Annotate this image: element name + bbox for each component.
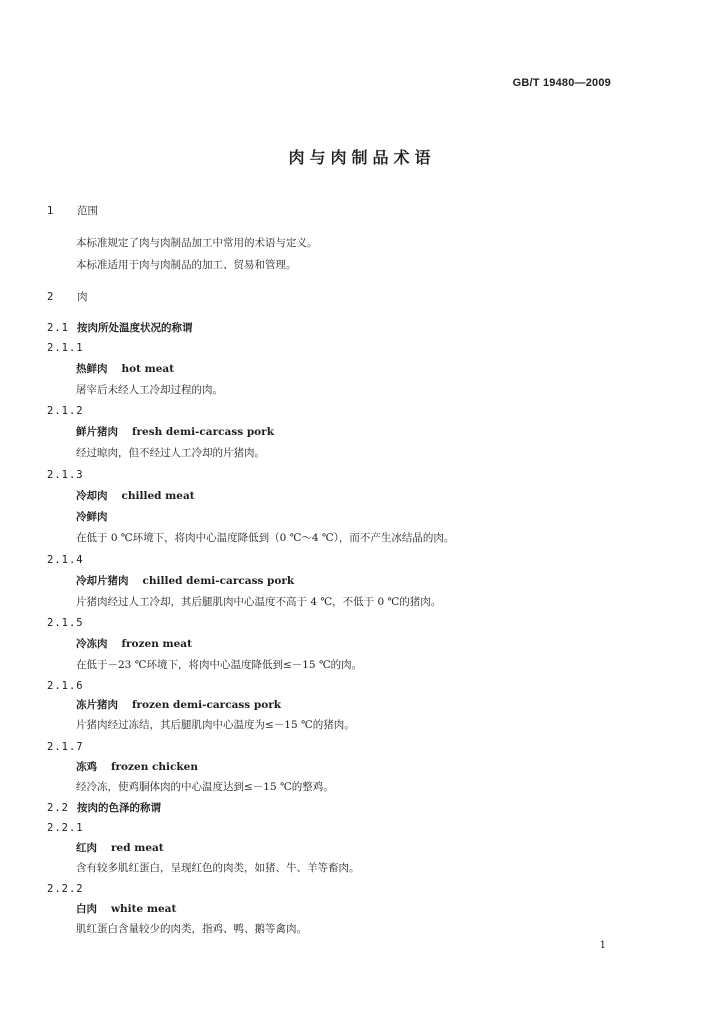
term-cn: 冻鸡 (76, 761, 97, 773)
page-number: 1 (599, 940, 606, 951)
subsection-number: 2.2 (47, 802, 69, 814)
entry-definition: 片猪肉经过人工冷却，其后腿肌肉中心温度不高于 4 ℃，不低于 0 ℃的猪肉。 (76, 596, 442, 608)
entry-number: 2.1.6 (47, 680, 84, 692)
subsection-title: 按肉所处温度状况的称谓 (77, 322, 193, 334)
term-cn: 冷冻肉 (76, 638, 108, 650)
entry-number: 2.2.2 (47, 883, 84, 895)
subsection-heading-color (47, 801, 161, 815)
term-en: chilled demi-carcass pork (142, 575, 295, 587)
document-title: 肉与肉制品术语 (288, 148, 436, 167)
entry-term (76, 902, 176, 916)
term-en: fresh demi-carcass pork (132, 426, 274, 438)
entry-term (76, 362, 174, 376)
term-en: white meat (111, 903, 177, 915)
section-title: 范围 (77, 205, 98, 217)
section-heading-scope (47, 204, 98, 218)
term-en: red meat (111, 842, 164, 854)
entry-term (76, 425, 274, 439)
entry-synonym: 冷鲜肉 (76, 511, 108, 523)
entry-term (76, 760, 198, 774)
entry-definition: 片猪肉经过冻结，其后腿肌肉中心温度为≤－15 ℃的猪肉。 (76, 719, 355, 731)
entry-definition: 在低于 0 ℃环境下，将肉中心温度降低到（0 ℃～4 ℃），而不产生冰结晶的肉。 (76, 532, 455, 544)
entry-number: 2.1.2 (47, 405, 84, 417)
section-heading-meat (47, 290, 88, 304)
term-cn: 热鲜肉 (76, 363, 108, 375)
entry-number: 2.1.1 (47, 342, 84, 354)
entry-number: 2.1.4 (47, 554, 84, 566)
term-en: frozen meat (121, 638, 192, 650)
paragraph: 本标准适用于肉与肉制品的加工、贸易和管理。 (76, 259, 297, 271)
subsection-number: 2.1 (47, 322, 69, 334)
entry-definition: 经过晾肉，但不经过人工冷却的片猪肉。 (76, 447, 265, 459)
term-cn: 冷却肉 (76, 490, 108, 502)
entry-term (76, 698, 281, 712)
entry-number: 2.1.5 (47, 617, 84, 629)
entry-term (76, 637, 192, 651)
term-cn: 冷却片猪肉 (76, 575, 129, 587)
entry-number: 2.1.7 (47, 741, 84, 753)
term-en: chilled meat (121, 490, 195, 502)
entry-definition: 经冷冻，使鸡胴体肉的中心温度达到≤－15 ℃的整鸡。 (76, 781, 334, 793)
term-en: hot meat (121, 363, 175, 375)
subsection-heading-temperature (47, 321, 193, 335)
entry-definition: 含有较多肌红蛋白，呈现红色的肉类，如猪、牛、羊等畜肉。 (76, 862, 360, 874)
standard-code: GB/T 19480—2009 (512, 77, 611, 89)
entry-definition: 肌红蛋白含量较少的肉类，指鸡、鸭、鹅等禽肉。 (76, 923, 307, 935)
entry-definition: 在低于－23 ℃环境下，将肉中心温度降低到≤－15 ℃的肉。 (76, 659, 363, 671)
entry-definition: 屠宰后未经人工冷却过程的肉。 (76, 384, 223, 396)
section-number: 1 (47, 205, 55, 217)
entry-term (76, 489, 195, 503)
term-cn: 白肉 (76, 903, 97, 915)
term-en: frozen demi-carcass pork (132, 699, 282, 711)
entry-term (76, 574, 294, 588)
term-cn: 冻片猪肉 (76, 699, 118, 711)
term-cn: 红肉 (76, 842, 97, 854)
entry-number: 2.2.1 (47, 822, 84, 834)
term-cn: 鲜片猪肉 (76, 426, 118, 438)
entry-term (76, 841, 164, 855)
entry-number: 2.1.3 (47, 469, 84, 481)
section-number: 2 (47, 291, 55, 303)
section-title: 肉 (77, 291, 88, 303)
subsection-title: 按肉的色泽的称谓 (77, 802, 161, 814)
term-en: frozen chicken (111, 761, 198, 773)
paragraph: 本标准规定了肉与肉制品加工中常用的术语与定义。 (76, 237, 318, 249)
